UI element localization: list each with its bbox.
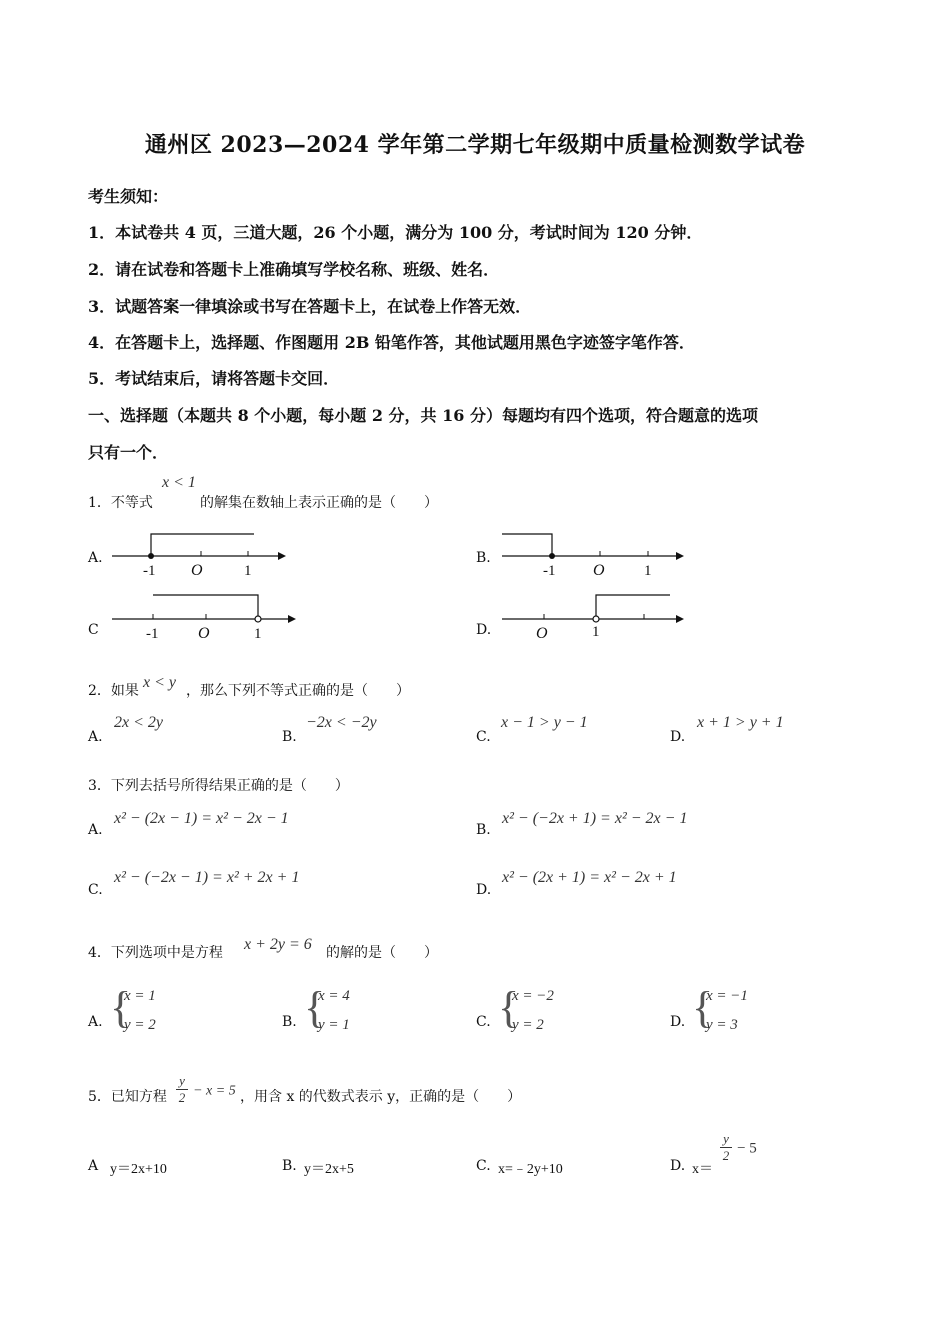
q5-option-d-text: x＝ bbox=[692, 1162, 713, 1177]
page-title: 通州区 2023—2024 学年第二学期七年级期中质量检测数学试卷 bbox=[144, 132, 806, 158]
q5-option-c-label: C. bbox=[476, 1158, 491, 1174]
q3-option-c-math: x² − (−2x − 1) = x² + 2x + 1 bbox=[114, 869, 300, 886]
q5-option-d-frac-den: 2 bbox=[722, 1148, 730, 1164]
q3-option-d-math: x² − (2x + 1) = x² − 2x + 1 bbox=[502, 869, 677, 886]
section1-heading-line2: 只有一个． bbox=[88, 443, 169, 462]
q4-option-a-brace: { bbox=[110, 983, 132, 1032]
q1-option-a-number-line bbox=[108, 525, 288, 585]
q2-suffix: ，那么下列不等式正确的是（ ） bbox=[186, 683, 410, 699]
q5-frac-den: 2 bbox=[178, 1090, 186, 1106]
solution-ray bbox=[502, 534, 552, 556]
tick-label-1: 1 bbox=[644, 563, 652, 579]
notice-item-5: 5．考试结束后，请将答题卡交回． bbox=[88, 369, 340, 388]
q5-option-c-text: x=﹣2y+10 bbox=[498, 1162, 563, 1177]
q2-option-b-math: −2x < −2y bbox=[306, 714, 377, 731]
q2-math: x < y bbox=[143, 674, 176, 691]
tick-label-o: O bbox=[536, 625, 548, 642]
solid-point bbox=[148, 553, 154, 559]
notice-heading: 考生须知： bbox=[88, 187, 169, 206]
q5-option-d-rest: − 5 bbox=[737, 1140, 757, 1157]
q4-prefix: 4．下列选项中是方程 bbox=[88, 945, 223, 961]
q1-math: x < 1 bbox=[162, 474, 196, 491]
notice-item-1: 1．本试卷共 4 页，三道大题，26 个小题，满分为 100 分，考试时间为 120 分钟． bbox=[88, 223, 703, 242]
tick-label-o: O bbox=[198, 625, 210, 642]
hollow-point bbox=[593, 616, 599, 622]
q2-option-c-math: x − 1 > y − 1 bbox=[501, 714, 588, 731]
q5-option-d-fraction bbox=[720, 1132, 732, 1164]
q1-option-d-number-line bbox=[498, 588, 698, 648]
q1-option-a-label: A. bbox=[88, 550, 103, 566]
q4-option-d-line1: x = −1 bbox=[706, 988, 748, 1004]
q4-option-c-brace: { bbox=[498, 983, 520, 1032]
q4-option-d-label: D. bbox=[670, 1014, 686, 1030]
q5-fraction bbox=[176, 1074, 188, 1106]
tick-label-neg1: -1 bbox=[143, 563, 156, 579]
q3-option-a-label: A. bbox=[88, 822, 103, 838]
axis-arrow bbox=[676, 615, 684, 623]
q1-option-d-label: D. bbox=[476, 622, 492, 638]
q2-option-a-label: A. bbox=[88, 729, 103, 745]
q3-option-d-label: D. bbox=[476, 882, 492, 898]
tick-label-neg1: -1 bbox=[543, 563, 556, 579]
q1-suffix: 的解集在数轴上表示正确的是（ ） bbox=[200, 495, 438, 511]
q5-option-b-label: B. bbox=[282, 1158, 297, 1174]
q5-option-d-frac-num: y bbox=[723, 1131, 729, 1146]
q2-option-d-label: D. bbox=[670, 729, 686, 745]
q5-option-b-text: y＝2x+5 bbox=[304, 1162, 354, 1177]
q3-option-a-math: x² − (2x − 1) = x² − 2x − 1 bbox=[114, 810, 289, 827]
q3-option-b-math: x² − (−2x + 1) = x² − 2x − 1 bbox=[502, 810, 688, 827]
notice-item-4: 4．在答题卡上，选择题、作图题用 2B 铅笔作答，其他试题用黑色字迹签字笔作答． bbox=[88, 333, 695, 352]
q4-option-a-label: A. bbox=[88, 1014, 103, 1030]
q5-math-rest: − x = 5 bbox=[193, 1083, 236, 1099]
tick-label-o: O bbox=[191, 562, 203, 579]
q5-option-a-text: y＝2x+10 bbox=[110, 1162, 167, 1177]
q4-option-c-label: C. bbox=[476, 1014, 491, 1030]
q4-option-b-label: B. bbox=[282, 1014, 297, 1030]
q4-option-a-line2: y = 2 bbox=[124, 1017, 156, 1033]
q5-option-d-label: D. bbox=[670, 1158, 686, 1174]
q2-prefix: 2．如果 bbox=[88, 683, 139, 699]
q4-option-a-line1: x = 1 bbox=[124, 988, 156, 1004]
q5-prefix: 5．已知方程 bbox=[88, 1089, 167, 1105]
q4-option-b-brace: { bbox=[304, 983, 326, 1032]
q2-option-b-label: B. bbox=[282, 729, 297, 745]
tick-label-1: 1 bbox=[244, 563, 252, 579]
axis-arrow bbox=[278, 552, 286, 560]
tick-label-o: O bbox=[593, 562, 605, 579]
hollow-point bbox=[255, 616, 261, 622]
q2-option-d-math: x + 1 > y + 1 bbox=[697, 714, 784, 731]
q4-option-c-line2: y = 2 bbox=[512, 1017, 544, 1033]
q5-frac-num: y bbox=[179, 1073, 185, 1088]
axis-arrow bbox=[676, 552, 684, 560]
tick-label-1: 1 bbox=[254, 626, 262, 642]
q4-option-b-line2: y = 1 bbox=[318, 1017, 350, 1033]
q4-option-d-line2: y = 3 bbox=[706, 1017, 738, 1033]
solution-ray bbox=[151, 534, 254, 556]
axis-arrow bbox=[288, 615, 296, 623]
tick-label-neg1: -1 bbox=[146, 626, 159, 642]
q3-option-c-label: C. bbox=[88, 882, 103, 898]
q4-option-c-line1: x = −2 bbox=[512, 988, 554, 1004]
q1-prefix: 1．不等式 bbox=[88, 495, 153, 511]
q1-option-c-number-line bbox=[108, 588, 308, 648]
q5-option-a-label: A bbox=[88, 1158, 99, 1174]
q1-option-b-label: B. bbox=[476, 550, 491, 566]
solution-ray bbox=[596, 595, 670, 619]
q5-equation bbox=[176, 1074, 236, 1106]
solid-point bbox=[549, 553, 555, 559]
tick-label-1: 1 bbox=[592, 624, 600, 640]
q4-math: x + 2y = 6 bbox=[244, 936, 312, 953]
section1-heading-line1: 一、选择题（本题共 8 个小题，每小题 2 分，共 16 分）每题均有四个选项，符合题意的选项 bbox=[88, 406, 758, 425]
q2-option-a-math: 2x < 2y bbox=[114, 714, 163, 731]
q1-option-b-number-line bbox=[498, 525, 688, 585]
q5-suffix: ，用含 x 的代数式表示 y，正确的是（ ） bbox=[240, 1089, 522, 1105]
q3-option-b-label: B. bbox=[476, 822, 491, 838]
notice-item-3: 3．试题答案一律填涂或书写在答题卡上，在试卷上作答无效． bbox=[88, 297, 532, 316]
q4-option-b-line1: x = 4 bbox=[318, 988, 350, 1004]
q5-option-d-expression bbox=[720, 1132, 757, 1164]
q1-option-c-label: C bbox=[88, 622, 99, 638]
q4-suffix: 的解的是（ ） bbox=[326, 945, 438, 961]
q2-option-c-label: C. bbox=[476, 729, 491, 745]
q3-text: 3．下列去括号所得结果正确的是（ ） bbox=[88, 778, 349, 794]
notice-item-2: 2．请在试卷和答题卡上准确填写学校名称、班级、姓名． bbox=[88, 260, 500, 279]
q4-option-d-brace: { bbox=[692, 983, 714, 1032]
